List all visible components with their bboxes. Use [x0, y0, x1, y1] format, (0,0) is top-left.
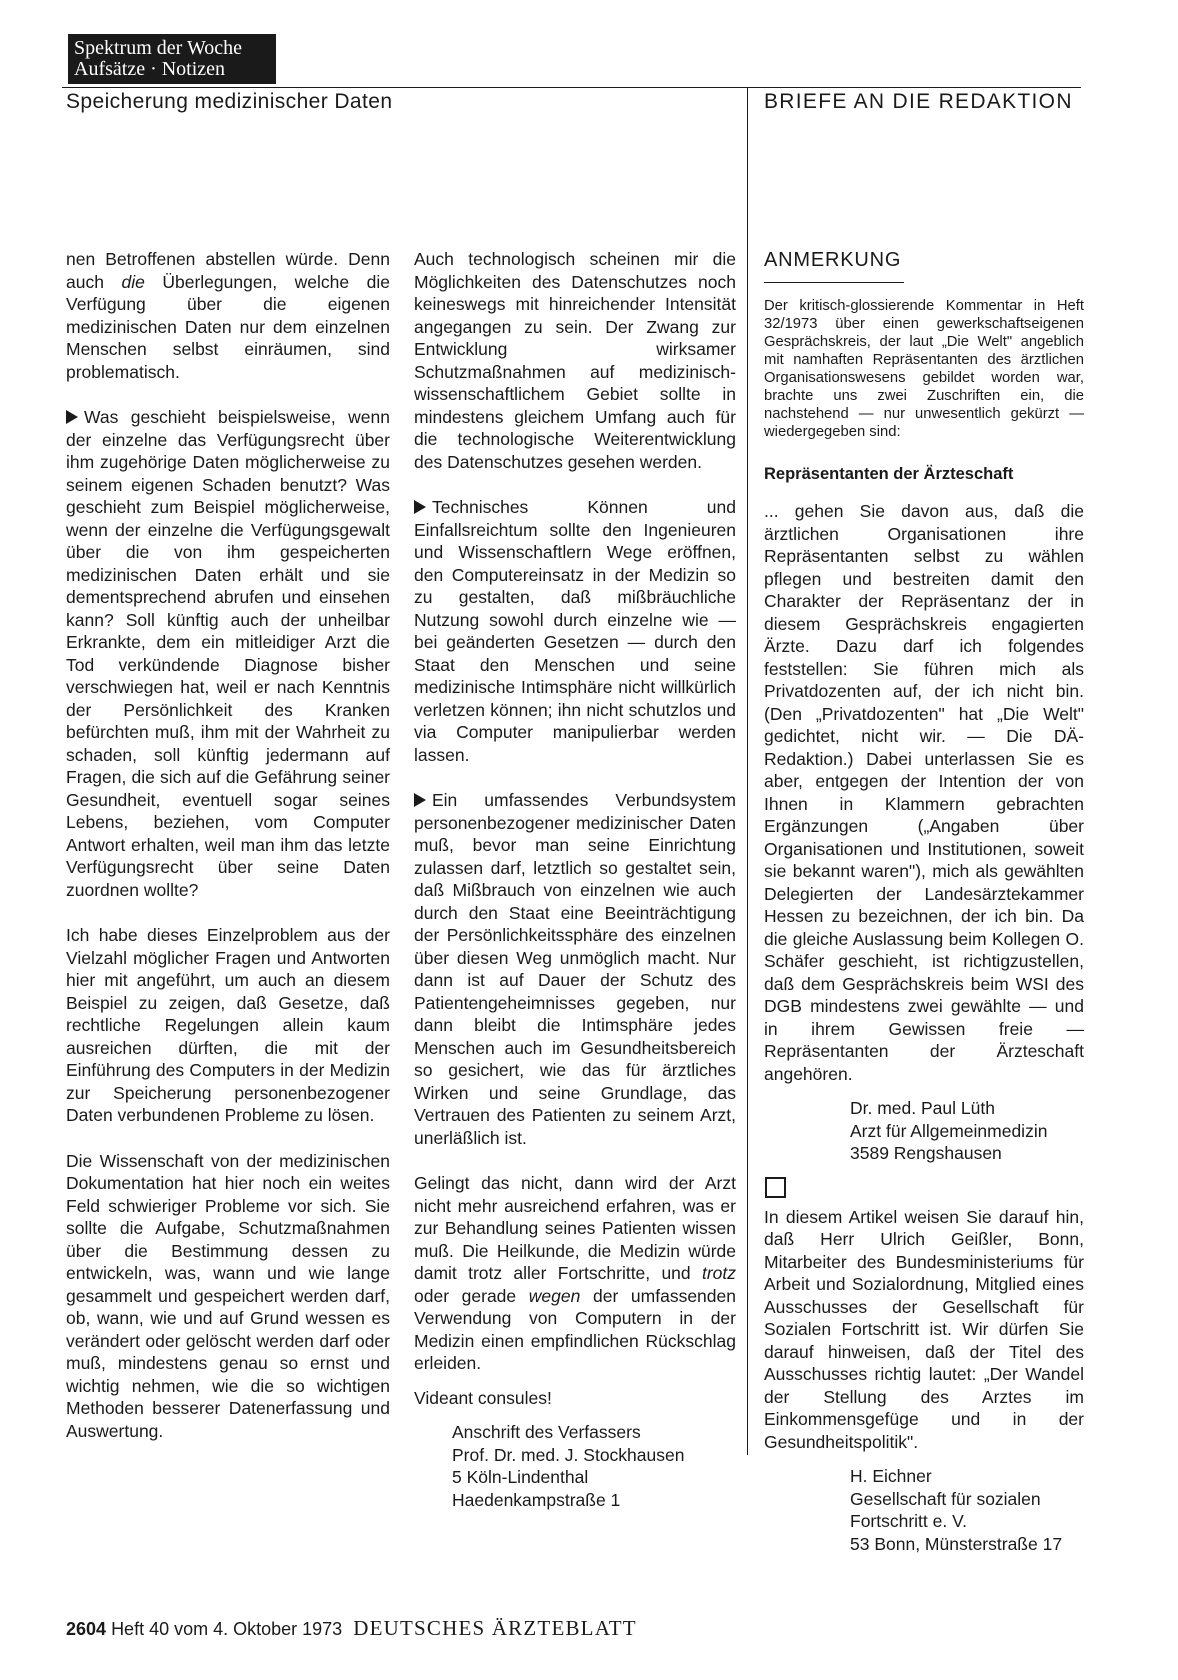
article-column-2: [414, 248, 736, 1523]
letter-2-signature: H. Eichner Gesellschaft für sozialen Fortschritt e. V. 53 Bonn, Münsterstraße 17: [850, 1466, 1063, 1554]
paragraph: nen Betroffenen abstellen würde. Denn auch die Überlegungen, welche die Verfügung über die eigenen medizinischen Daten nur dem einzelnen Menschen selbst einräumen, sind problematisch.: [66, 249, 390, 382]
section-tag: [68, 34, 276, 84]
letters-column: [764, 248, 1084, 1567]
paragraph: Die Wissenschaft von der medizinischen Dokumentation hat hier noch ein weites Feld schwieriger Probleme vor sich. Sie sollte die Aufgabe, Schutzmaßnahmen über die Bestimmung dessen zu entwickeln, was, wann und wie lange gesammelt und gespeichert werden darf, ob, wann, wie und auf Grund wessen es verändert oder gelöscht werden darf oder muß, mindestens genau so ernst und wichtig nehmen, wie die so wichtigen Methoden besserer Datenerfassung und Auswertung.: [66, 1150, 390, 1441]
letter-2: In diesem Artikel weisen Sie darauf hin, daß Herr Ulrich Geißler, Bonn, Mitarbeiter des Bundesministeriums für Arbeit und Sozialordnung, Mitglied eines Ausschusses der Gesellschaft für Sozialen Fortschritt ist. Wir dürfen Sie darauf hinweisen, daß der Titel des Ausschusses richtig lautet: „Der Wandel der Stellung des Arztes im Einkommensgefüge und in der Gesundheitspolitik".: [764, 1206, 1084, 1452]
author-address: Anschrift des Verfassers Prof. Dr. med. J. Stockhausen 5 Köln-Lindenthal Haedenkampstraße 1: [452, 1422, 685, 1510]
column-divider: [747, 87, 748, 1455]
triangle-bullet-icon: [414, 793, 426, 807]
letter-subhead: Repräsentanten der Ärzteschaft: [764, 465, 1014, 483]
paragraph: Gelingt das nicht, dann wird der Arzt nicht mehr ausreichend erfahren, was er zur Behandlung seines Patienten wissen muß. Die Heilkunde, die Medizin würde damit trotz aller Fortschritte, und trotz oder gerade wegen der umfassenden Verwendung von Computern in der Medizin einen empfindlichen Rückschlag erleiden.: [414, 1173, 736, 1373]
triangle-bullet-icon: [66, 410, 78, 424]
emphasis: wegen: [528, 1285, 581, 1306]
letters-section-title: BRIEFE AN DIE REDAKTION: [764, 90, 1073, 113]
closing-line: Videant consules!: [414, 1387, 552, 1408]
note-heading: ANMERKUNG: [764, 249, 902, 271]
triangle-bullet-icon: [414, 500, 426, 514]
paragraph: Ein umfassendes Verbundsystem personenbezogener medizinischer Daten muß, bevor man seine Einrichtung zulassen darf, letztlich so gestaltet sein, daß Mißbrauch von einzelnen wie auch durch den Staat eine Beeinträchtigung der Persönlichkeitssphäre des einzelnen über diesen Weg unmöglich macht. Nur dann ist auf Dauer der Schutz des Patientengeheimnisses gegeben, nur dann bleibt die Intimsphäre jedes Menschen auch im Gesundheitsbereich so gesichert, wie das für ärztliches Wirken und seine Grundlage, das Vertrauen des Patienten zu seinem Arzt, unerläßlich ist.: [414, 790, 736, 1148]
letter-1-signature: Dr. med. Paul Lüth Arzt für Allgemeinmedizin 3589 Rengshausen: [850, 1098, 1048, 1163]
page-number: 2604: [66, 1619, 107, 1639]
paragraph: Technisches Können und Einfallsreichtum sollte den Ingenieuren und Wissenschaftlern Wege eröffnen, den Computereinsatz in der Medizin so zu gestalten, daß mißbräuchliche Nutzung sowohl durch einzelne wie — bei geänderten Gesetzen — durch den Staat den Menschen und seine medizinische Intimsphäre nicht willkürlich verletzen können; ihn nicht schutzlos und via Computer manipulierbar werden lassen.: [414, 497, 736, 765]
note-heading-underline: [764, 282, 904, 283]
journal-name: DEUTSCHES ÄRZTEBLATT: [353, 1616, 637, 1640]
letter-1: ... gehen Sie davon aus, daß die ärztlichen Organisationen ihre Repräsentanten selbst zu wählen pflegen und bestreiten damit den Charakter der Repräsentanz der in diesem Gesprächskreis engagierten Ärzte. Dazu darf ich folgendes feststellen: Sie führen mich als Privatdozenten auf, der ich nicht bin. (Den „Privatdozenten" hat „Die Welt" gedichtet, nicht wir. — Die DÄ-Redaktion.) Dabei unterlassen Sie es aber, entgegen der Intention der von Ihnen in Klammern gebrachten Ergänzungen („Angaben über Organisationen und Institutionen, soweit sie bekannt waren"), mich als gewählten Delegierten der Landesärztekammer Hessen zu bezeichnen, der ich bin. Da die gleiche Auslassung beim Kollegen O. Schäfer geschieht, ist richtigzustellen, daß dem Gesprächskreis beim WSI des DGB mindestens zwei gewählte — und in ihrem Gewissen freie — Repräsentanten der Ärzteschaft angehören.: [764, 501, 1084, 1084]
letter-separator-box-icon: [765, 1177, 786, 1198]
article-column-1: [66, 248, 390, 1465]
section-tag-line2: Aufsätze · Notizen: [74, 58, 226, 80]
section-tag-line1: Spektrum der Woche: [74, 37, 242, 59]
header-rule: [62, 87, 1081, 88]
issue-info: Heft 40 vom 4. Oktober 1973: [111, 1619, 343, 1639]
page-footer: [66, 1616, 637, 1641]
editor-note: Der kritisch-glossierende Kommentar in Heft 32/1973 über einen gewerkschaftseigenen Gesprächskreis, der laut „Die Welt" angeblich mit namhaften Repräsentanten des ärztlichen Organisationswesens gebildet worden war, brachte uns zwei Zuschriften ein, die nachstehend — nur unwesentlich gekürzt — wiedergegeben sind:: [764, 298, 1084, 440]
emphasis: trotz: [701, 1263, 736, 1283]
article-running-title: Speicherung medizinischer Daten: [66, 90, 393, 113]
paragraph: Was geschieht beispielsweise, wenn der einzelne das Verfügungsrecht über ihm zugehörige Daten möglicherweise zu seinem eigenen Schaden benutzt? Was geschieht zum Beispiel möglicherweise, wenn der einzelne die Verfügungsgewalt über die von ihm gespeicherten medizinischen Daten erhält und sie dementsprechend abrufen und einsehen kann? Soll künftig auch der unheilbar Erkrankte, dem ein mitleidiger Arzt die Tod verkündende Diagnose bisher verschwiegen hat, weil er nach Kenntnis der Persönlichkeit des Kranken befürchten muß, ihm mit der Wahrheit zu schaden, soll künftig jedermann auf Fragen, die sich auf die Gefährung seiner Gesundheit, eventuell sogar seines Lebens, beziehen, vom Computer Antwort erhalten, weil man ihm das letzte Verfügungsrecht über seine Daten zuordnen wollte?: [66, 407, 390, 900]
paragraph: Auch technologisch scheinen mir die Möglichkeiten des Datenschutzes noch keineswegs mit hinreichender Intensität angegangen zu sein. Der Zwang zur Entwicklung wirksamer Schutzmaßnahmen auf medizinisch-wissenschaftlichem Gebiet sollte in mindestens gleichem Umfang auch für die technologische Weiterentwicklung des Datenschutzes gesehen werden.: [414, 249, 736, 472]
paragraph: Ich habe dieses Einzelproblem aus der Vielzahl möglicher Fragen und Antworten hier mit angeführt, um auch an diesem Beispiel zu zeigen, daß Gesetze, daß rechtliche Regelungen allein kaum ausreichen dürften, die mit der Einführung des Computers in der Medizin zur Speicherung personenbezogener Daten verbundenen Probleme zu lösen.: [66, 925, 390, 1125]
emphasis: die: [121, 271, 145, 292]
